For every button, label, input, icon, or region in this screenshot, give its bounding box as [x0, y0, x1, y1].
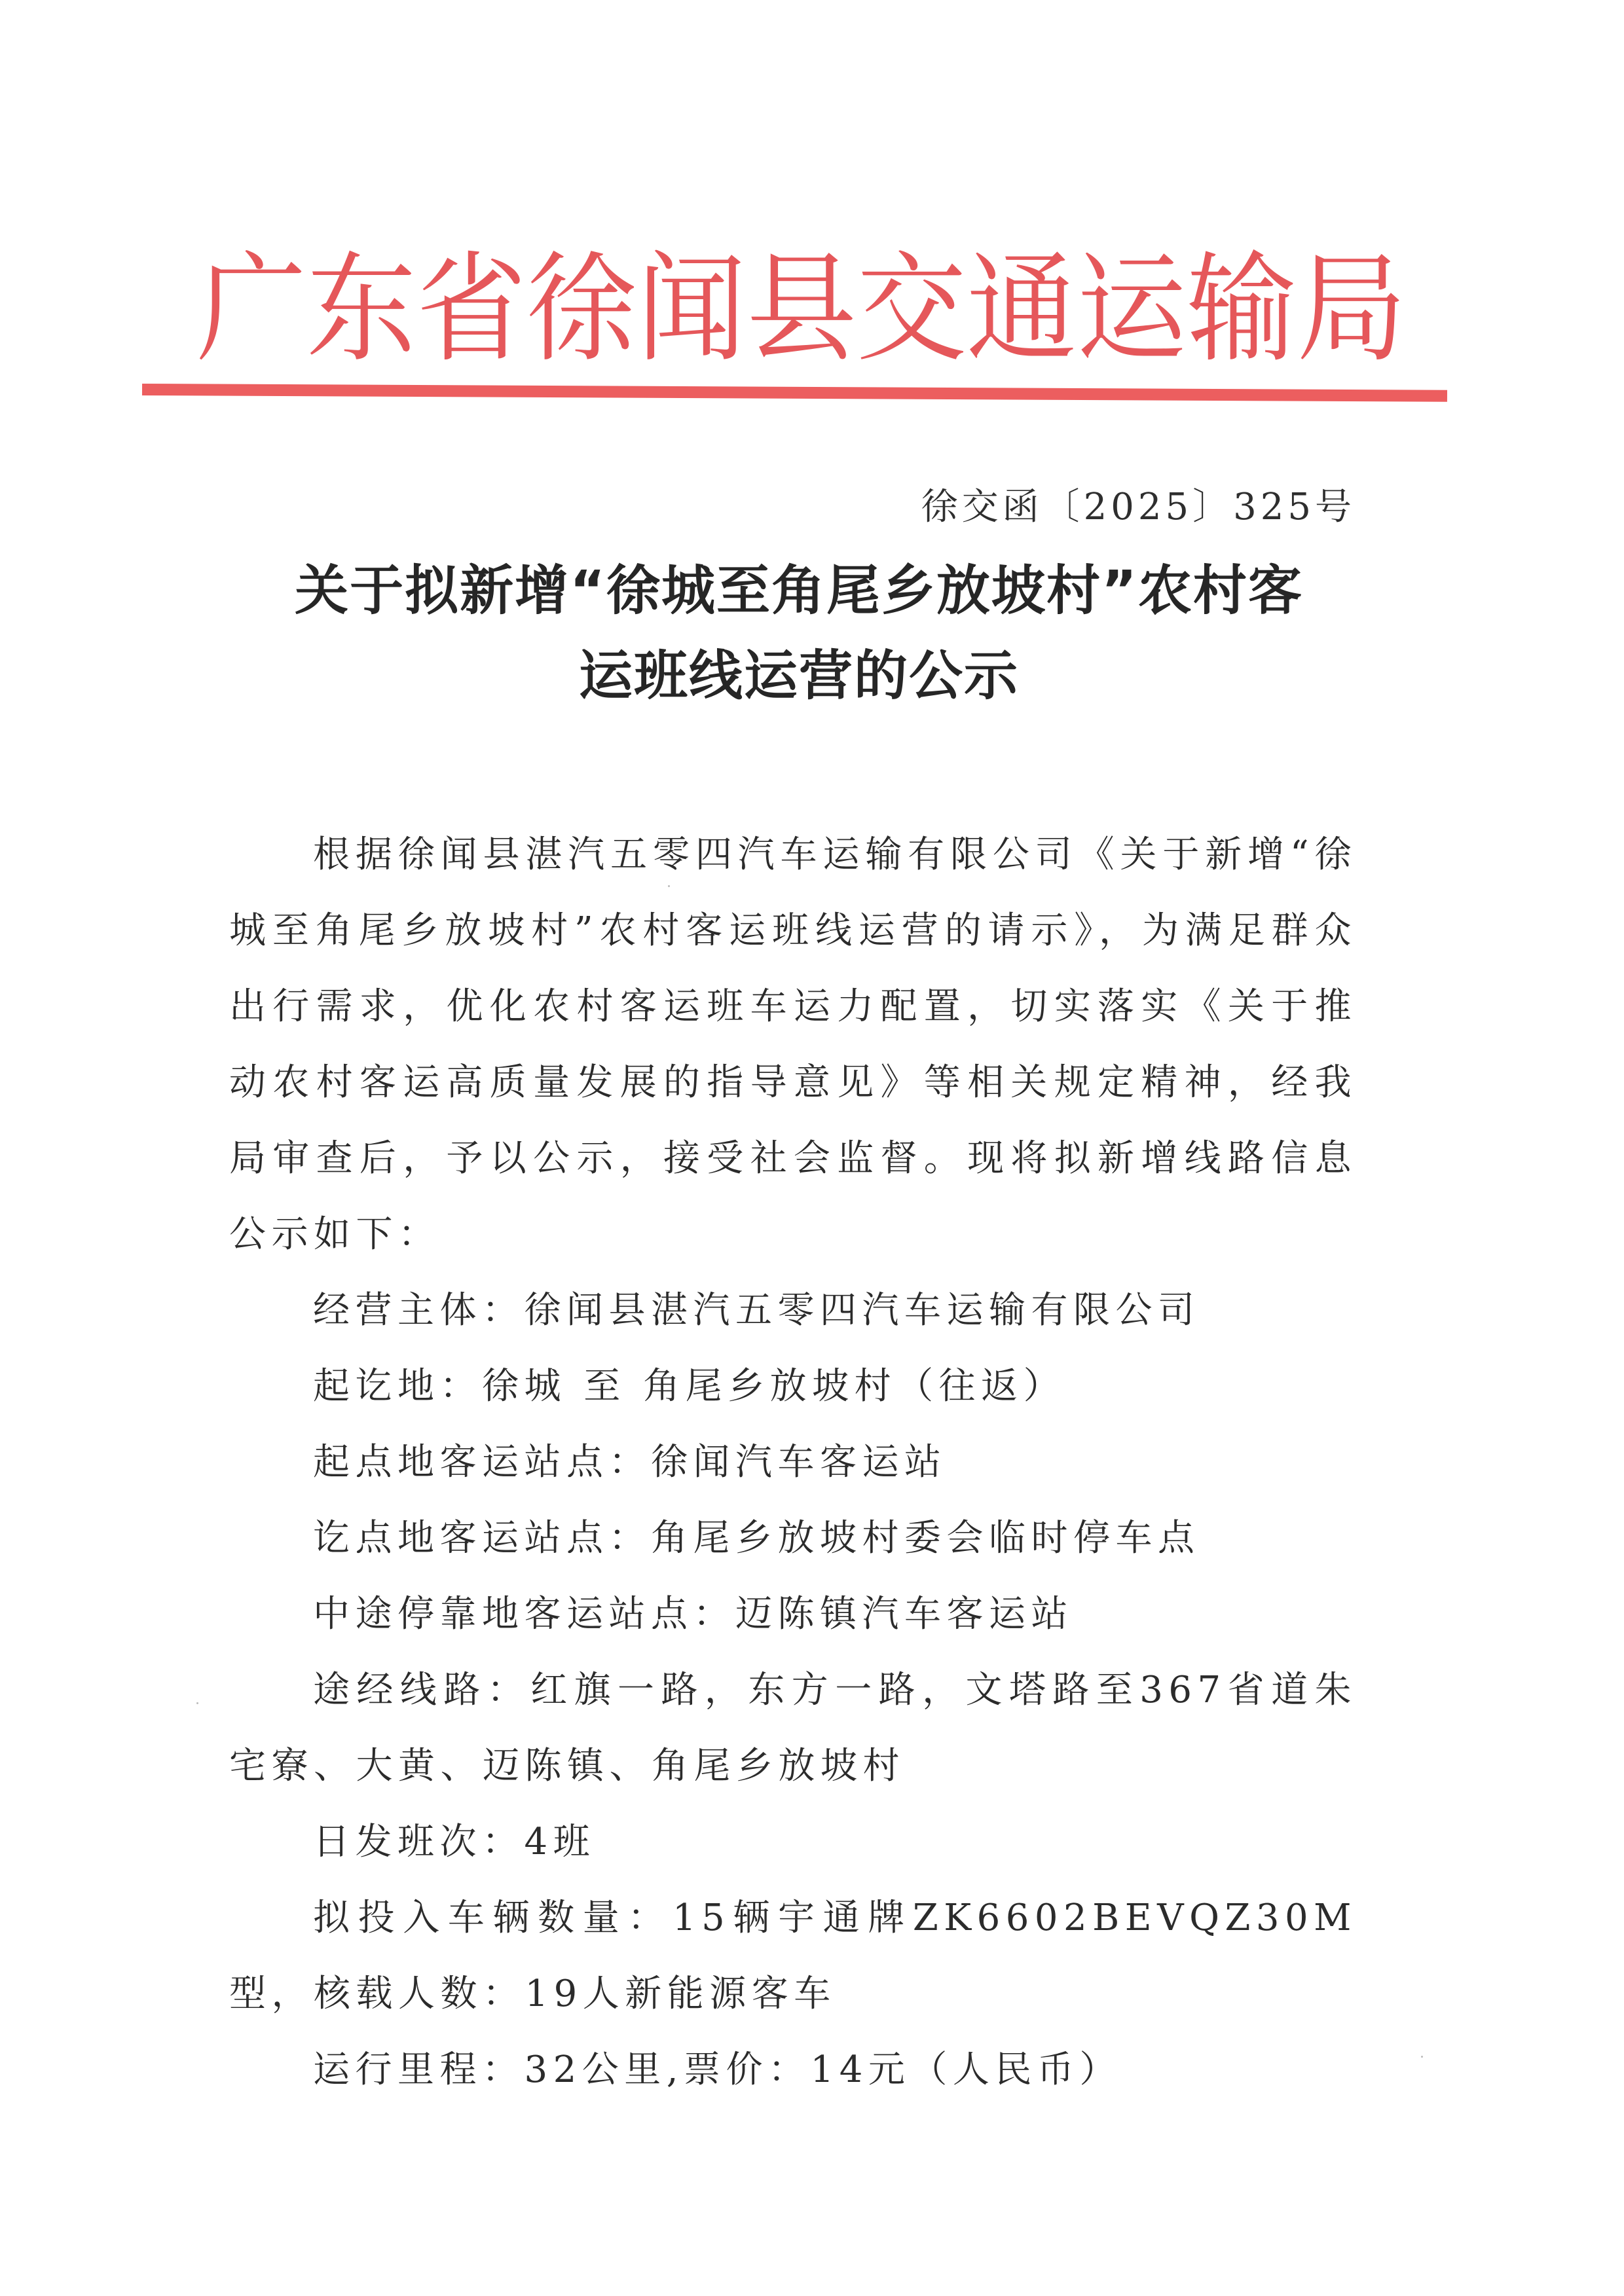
masthead-char: 运	[1077, 240, 1187, 378]
scan-speck	[1421, 2056, 1423, 2058]
field-value: 32公里,票价：14元（人民币）	[524, 2049, 1122, 2091]
field-value: 红旗一路，东方一路，文塔路至367省道朱宅寮、大黄、迈陈镇、角尾乡放坡村	[229, 1669, 1357, 1787]
document-title-line-1: 关于拟新增“徐城至角尾乡放坡村”农村客	[295, 560, 1303, 622]
field-label: 起点地客运站点：	[313, 1441, 651, 1484]
masthead-char: 徐	[526, 240, 637, 378]
masthead-char: 交	[857, 240, 967, 378]
field-value: 迈陈镇汽车客运站	[735, 1593, 1073, 1635]
intro-paragraph: 根据徐闻县湛汽五零四汽车运输有限公司《关于新增“徐城至角尾乡放坡村”农村客运班线运营的请示》，为满足群众出行需求，优化农村客运班车运力配置，切实落实《关于推动农村客运高质量发展的指导意见》等相关规定精神，经我局审查后，予以公示，接受社会监督。现将拟新增线路信息公示如下：	[229, 833, 1357, 1256]
field-label: 拟投入车辆数量：	[313, 1897, 673, 1939]
field-value: 徐城 至 角尾乡放坡村（往返）	[482, 1365, 1066, 1408]
field-value: 角尾乡放坡村委会临时停车点	[651, 1517, 1200, 1559]
masthead-char: 输	[1187, 240, 1297, 378]
scan-speck	[196, 1702, 198, 1704]
field-value: 徐闻汽车客运站	[651, 1441, 947, 1484]
document-body	[229, 817, 1357, 2108]
field-value: 4班	[524, 1821, 596, 1863]
masthead-char: 东	[306, 240, 416, 378]
masthead-char: 省	[416, 240, 526, 378]
field-label: 讫点地客运站点：	[313, 1517, 651, 1559]
scan-speck	[668, 885, 670, 887]
masthead-char: 广	[196, 240, 306, 378]
field-route	[229, 1652, 1357, 1804]
field-operator	[229, 1273, 1357, 1349]
field-label: 日发班次：	[313, 1821, 525, 1863]
masthead-red-rule	[142, 384, 1447, 402]
field-label: 中途停靠地客运站点：	[313, 1593, 735, 1635]
masthead-char: 局	[1297, 240, 1407, 378]
field-origin-destination	[229, 1349, 1357, 1425]
field-destination-station	[229, 1501, 1357, 1576]
field-origin-station	[229, 1425, 1357, 1501]
field-label: 经营主体：	[313, 1289, 525, 1332]
field-label: 途经线路：	[313, 1669, 531, 1711]
document-number: 徐交函〔2025〕325号	[921, 486, 1356, 528]
field-intermediate-stop	[229, 1576, 1357, 1652]
masthead-char: 闻	[637, 240, 747, 378]
field-label: 运行里程：	[313, 2049, 525, 2091]
field-label: 起讫地：	[313, 1365, 482, 1408]
field-value: 徐闻县湛汽五零四汽车运输有限公司	[524, 1289, 1200, 1332]
field-vehicles	[229, 1880, 1357, 2032]
document-title-line-2: 运班线运营的公示	[578, 645, 1019, 707]
field-mileage-fare	[229, 2032, 1357, 2108]
masthead-char: 县	[747, 240, 857, 378]
masthead-char: 通	[967, 240, 1077, 378]
field-daily-trips	[229, 1804, 1357, 1880]
agency-masthead	[196, 238, 1407, 380]
field-value: 15辆宇通牌ZK6602BEVQZ30M型，核载人数：19人新能源客车	[229, 1897, 1357, 2015]
